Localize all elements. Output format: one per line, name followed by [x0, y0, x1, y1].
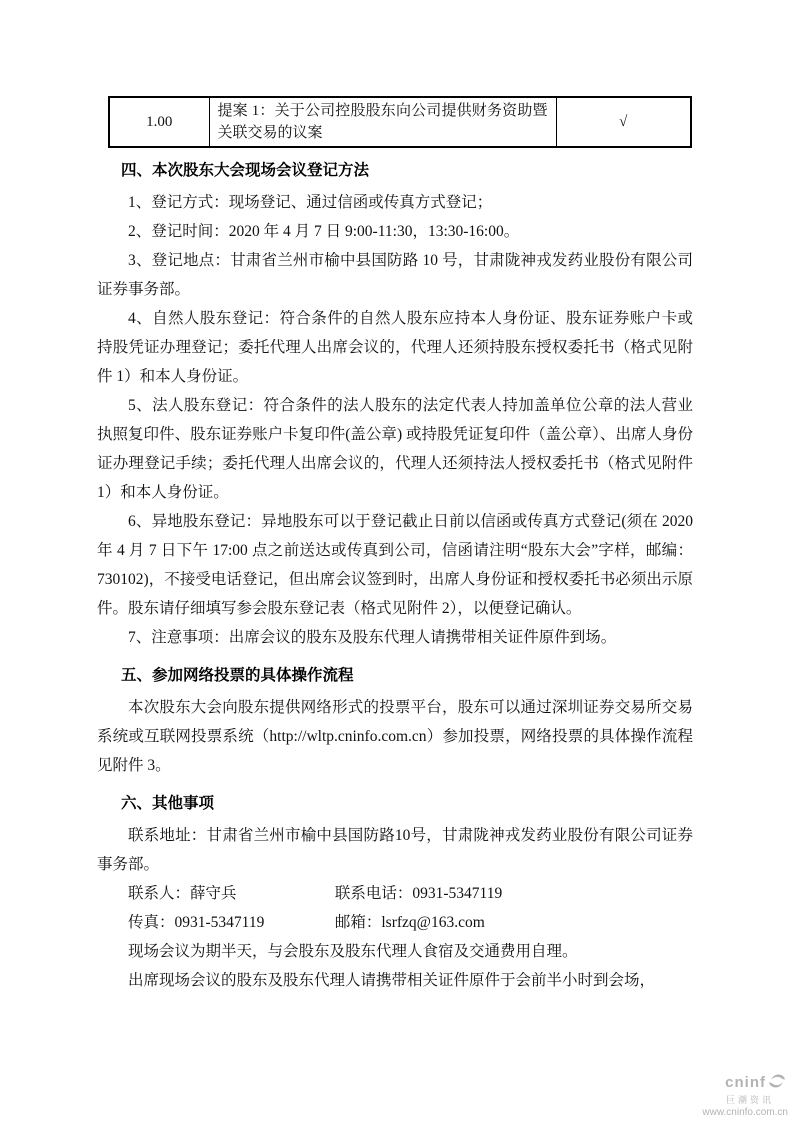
registration-item-6: 6、异地股东登记：异地股东可以于登记截止日前以信函或传真方式登记(须在 2020 年 4 月 7 日下午 17:00 点之前送达或传真到公司，信函请注明“股东大会”字样，邮编：730102)，不接受电话登记，但出席会议签到时，出席人身份证和授权委托书必须出示原件。股东请仔细填写参会股东登记表（格式见附件 2），以便登记确认。	[97, 513, 693, 617]
proposal-weight-cell: 1.00	[109, 97, 209, 147]
registration-item-1: 1、登记方式：现场登记、通过信函或传真方式登记；	[128, 194, 493, 211]
proposal-table	[108, 96, 692, 148]
cninfo-logo-chinese-name: 巨潮资讯	[725, 1094, 774, 1105]
section5-heading: 五、参加网络投票的具体操作流程	[121, 667, 354, 684]
cninfo-logo-url: www.cninfo.com.cn	[702, 1106, 788, 1118]
registration-item-4: 4、自然人股东登记：符合条件的自然人股东应持本人身份证、股东证券账户卡或持股凭证办理登记；委托代理人出席会议的，代理人还须持股东授权委托书（格式见附件 1）和本人身份证。	[97, 310, 693, 385]
proposal-table-row	[109, 97, 691, 147]
cninfo-logo-text: cninf	[725, 1074, 766, 1092]
registration-item-2: 2、登记时间：2020 年 4 月 7 日 9:00-11:30，13:30-16:00。	[128, 223, 520, 240]
online-voting-paragraph: 本次股东大会向股东提供网络形式的投票平台，股东可以通过深圳证券交易所交易系统或互联网投票系统（http://wltp.cninfo.com.cn）参加投票，网络投票的具体操作流程见附件 3。	[97, 699, 693, 774]
registration-item-7: 7、注意事项：出席会议的股东及股东代理人请携带相关证件原件到场。	[128, 629, 617, 646]
proposal-title-cell: 提案 1：关于公司控股股东向公司提供财务资助暨关联交易的议案	[209, 97, 556, 147]
meeting-note-1: 现场会议为期半天，与会股东及股东代理人食宿及交通费用自理。	[128, 943, 578, 960]
contact-fax: 传真：0931-5347119	[128, 914, 265, 931]
cninfo-swirl-icon	[768, 1072, 786, 1094]
registration-item-5: 5、法人股东登记：符合条件的法人股东的法定代表人持加盖单位公章的法人营业执照复印件、股东证券账户卡复印件(盖公章) 或持股凭证复印件（盖公章）、出席人身份证办理登记手续；委托代理人出席会议的，代理人还须持法人授权委托书（格式见附件 1）和本人身份证。	[97, 397, 693, 501]
section4-heading: 四、本次股东大会现场会议登记方法	[121, 162, 370, 179]
meeting-note-2: 出席现场会议的股东及股东代理人请携带相关证件原件于会前半小时到会场，	[128, 972, 656, 989]
contact-row-1	[97, 879, 693, 908]
contact-address: 联系地址：甘肃省兰州市榆中县国防路10号，甘肃陇神戎发药业股份有限公司证券事务部。	[97, 827, 693, 873]
cninfo-logo-row	[668, 1072, 788, 1094]
proposal-vote-check-cell: √	[556, 97, 691, 147]
contact-email: 邮箱：lsrfzq@163.com	[334, 914, 485, 931]
registration-item-3: 3、登记地点：甘肃省兰州市榆中县国防路 10 号，甘肃陇神戎发药业股份有限公司证券事务部。	[97, 252, 693, 298]
contact-row-2	[97, 908, 693, 937]
contact-person: 联系人：薛守兵	[128, 885, 237, 902]
section6-heading: 六、其他事项	[121, 795, 215, 812]
cninfo-logo	[668, 1072, 788, 1118]
contact-phone: 联系电话：0931-5347119	[334, 885, 503, 902]
